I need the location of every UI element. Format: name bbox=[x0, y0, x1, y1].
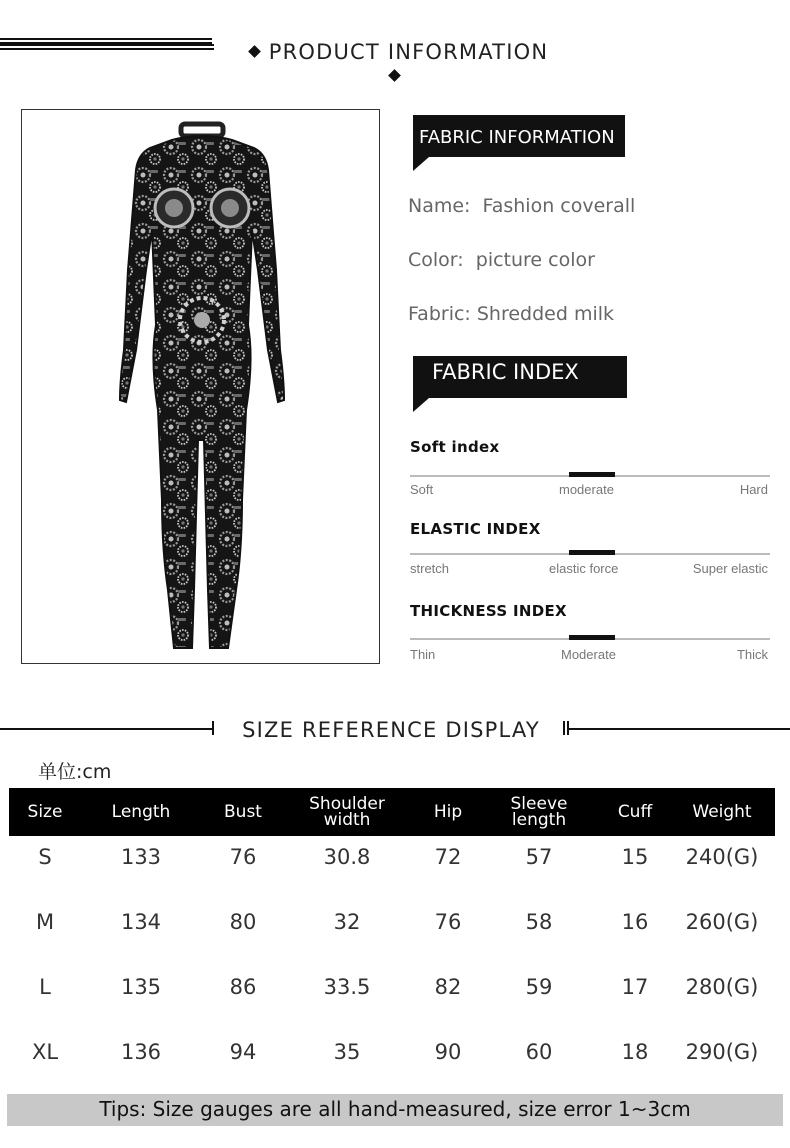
fabric-color: Color: picture color bbox=[408, 249, 595, 271]
soft-index-min: Soft bbox=[410, 482, 434, 497]
column-header: Cuff bbox=[617, 802, 653, 822]
table-cell: 15 bbox=[621, 845, 649, 869]
column-header: Weight bbox=[692, 802, 752, 822]
elastic-index-mid: elastic force bbox=[549, 561, 619, 576]
column-header: Shoulder width bbox=[309, 794, 385, 830]
product-image bbox=[21, 109, 380, 664]
table-cell: 80 bbox=[229, 910, 257, 934]
table-cell: 76 bbox=[229, 845, 257, 869]
table-cell: 280(G) bbox=[685, 975, 759, 999]
table-cell: 136 bbox=[120, 1040, 162, 1064]
table-cell: M bbox=[35, 910, 55, 934]
table-row bbox=[0, 975, 790, 1015]
table-row bbox=[0, 1040, 790, 1080]
table-cell: 94 bbox=[229, 1040, 257, 1064]
soft-index-max: Hard bbox=[739, 482, 768, 497]
table-cell: 72 bbox=[434, 845, 462, 869]
column-header: Hip bbox=[433, 802, 463, 822]
column-header: Length bbox=[111, 802, 171, 822]
thickness-index-label: THICKNESS INDEX bbox=[410, 602, 567, 620]
table-cell: 135 bbox=[120, 975, 162, 999]
table-cell: 133 bbox=[120, 845, 162, 869]
table-cell: 58 bbox=[525, 910, 553, 934]
table-cell: 33.5 bbox=[323, 975, 371, 999]
header-rule-cap bbox=[563, 721, 565, 735]
header-rule-right bbox=[569, 728, 790, 730]
table-cell: 76 bbox=[434, 910, 462, 934]
diamond-icon bbox=[388, 69, 401, 82]
thickness-index-marker bbox=[569, 635, 615, 640]
unit-label: 单位:cm bbox=[38, 761, 112, 783]
table-cell: 90 bbox=[434, 1040, 462, 1064]
thickness-index-scale bbox=[410, 638, 770, 640]
section-title bbox=[226, 40, 562, 88]
table-cell: 32 bbox=[333, 910, 361, 934]
table-cell: 60 bbox=[525, 1040, 553, 1064]
table-cell: 17 bbox=[621, 975, 649, 999]
table-cell: S bbox=[38, 845, 52, 869]
thickness-index-mid: Moderate bbox=[561, 647, 616, 662]
soft-index-mid: moderate bbox=[559, 482, 614, 497]
table-cell: 86 bbox=[229, 975, 257, 999]
table-cell: 16 bbox=[621, 910, 649, 934]
size-section-title: SIZE REFERENCE DISPLAY bbox=[242, 718, 540, 742]
table-row bbox=[0, 845, 790, 885]
column-header: Bust bbox=[224, 802, 262, 822]
elastic-index-label: ELASTIC INDEX bbox=[410, 520, 541, 538]
section-header-product-info bbox=[0, 38, 790, 68]
elastic-index-max: Super elastic bbox=[692, 561, 768, 576]
size-table-header bbox=[9, 788, 775, 836]
section-title-text: PRODUCT INFORMATION bbox=[268, 40, 549, 64]
elastic-index-min: stretch bbox=[410, 561, 450, 576]
soft-index-scale bbox=[410, 475, 770, 477]
soft-index-marker bbox=[569, 472, 615, 477]
table-cell: 290(G) bbox=[685, 1040, 759, 1064]
fabric-name: Name: Fashion coverall bbox=[408, 195, 636, 217]
header-rule-right bbox=[0, 44, 214, 50]
table-cell: 59 bbox=[525, 975, 553, 999]
coverall-illustration bbox=[22, 110, 381, 665]
table-cell: 18 bbox=[621, 1040, 649, 1064]
column-header: Sleeve length bbox=[510, 794, 568, 830]
column-header: Size bbox=[27, 802, 63, 822]
tips-banner: Tips: Size gauges are all hand-measured, size error 1~3cm bbox=[7, 1094, 783, 1126]
fabric-information-tag: FABRIC INFORMATION bbox=[413, 115, 625, 157]
elastic-index-marker bbox=[569, 550, 615, 555]
table-cell: 134 bbox=[120, 910, 162, 934]
table-cell: 240(G) bbox=[685, 845, 759, 869]
table-cell: XL bbox=[31, 1040, 59, 1064]
table-row bbox=[0, 910, 790, 950]
soft-index-label: Soft index bbox=[410, 438, 500, 456]
diamond-icon bbox=[248, 45, 261, 58]
table-cell: 35 bbox=[333, 1040, 361, 1064]
fabric-index-tag: FABRIC INDEX bbox=[413, 356, 627, 398]
section-header-size-reference bbox=[0, 718, 790, 744]
thickness-index-max: Thick bbox=[736, 647, 768, 662]
thickness-index-min: Thin bbox=[410, 647, 436, 662]
table-cell: L bbox=[39, 975, 51, 999]
header-rule-left bbox=[0, 728, 212, 730]
table-cell: 82 bbox=[434, 975, 462, 999]
table-cell: 260(G) bbox=[685, 910, 759, 934]
elastic-index-scale bbox=[410, 553, 770, 555]
table-cell: 57 bbox=[525, 845, 553, 869]
table-cell: 30.8 bbox=[323, 845, 371, 869]
fabric-material: Fabric: Shredded milk bbox=[408, 303, 615, 325]
header-rule-cap bbox=[212, 721, 214, 735]
